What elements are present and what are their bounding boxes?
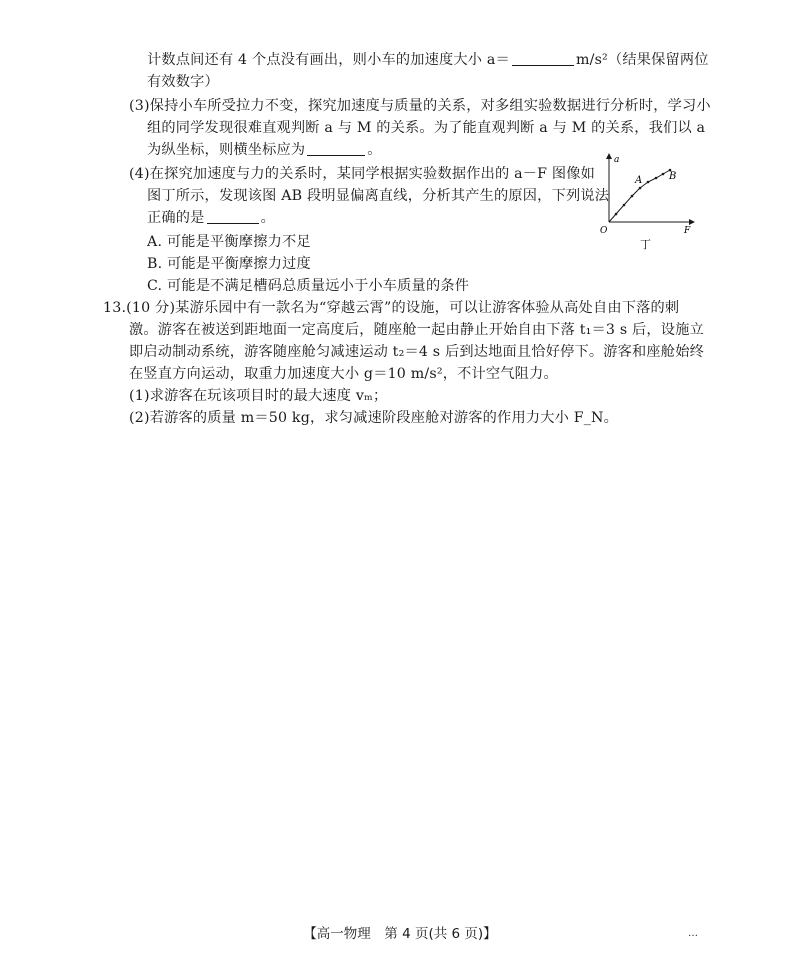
text-line: 有效数字） [147,74,219,90]
x-axis-label: F [684,226,691,236]
data-point [647,181,650,184]
question-part-4: (4)在探究加速度与力的关系时，某同学根据实验数据作出的 a－F 图像如 [129,166,596,182]
text-line: 在竖直方向运动，取重力加速度大小 g＝10 m/s²，不计空气阻力。 [129,366,558,382]
answer-blank[interactable] [512,51,574,66]
page-footer: 【高一物理 第 4 页(共 6 页)】 [303,926,497,942]
data-point [615,213,618,216]
question-13-header: 13.(10 分)某游乐园中有一款名为“穿越云霄”的设施，可以让游客体验从高处自由下落的刺 [103,300,680,316]
text-line: 为纵坐标，则横坐标应为 。 [147,142,382,158]
subquestion-2: (2)若游客的质量 m＝50 kg，求匀减速阶段座舱对游客的作用力大小 F_N。 [129,410,619,426]
data-point [655,177,658,180]
answer-blank[interactable] [207,209,259,224]
answer-blank[interactable] [307,141,365,156]
a-f-graph [600,152,700,250]
data-point [662,173,665,176]
text-line: 计数点间还有 4 个点没有画出，则小车的加速度大小 a＝ m/s²（结果保留两位 [147,52,709,68]
graph-caption: 丁 [640,238,651,250]
data-points [615,169,672,216]
text-line: 图丁所示，发现该图 AB 段明显偏离直线，分析其产生的原因，下列说法 [147,188,610,204]
subquestion-1: (1)求游客在玩该项目时的最大速度 vₘ； [129,388,388,404]
y-axis-label: a [614,155,620,165]
text-line: 组的同学发现很难直观判断 a 与 M 的关系。为了能直观判断 a 与 M 的关系，我们以 a [147,120,706,136]
point-b-label: B [669,171,677,182]
option-c: C. 可能是不满足槽码总质量远小于小车质量的条件 [147,278,470,294]
data-point [631,195,634,198]
data-point [639,187,642,190]
data-point [669,169,672,172]
corner-mark: … [688,928,698,939]
question-part-3: (3)保持小车所受拉力不变，探究加速度与质量的关系，对多组实验数据进行分析时，学习小 [129,98,711,114]
origin-label: O [600,226,608,236]
option-a: A. 可能是平衡摩擦力不足 [147,234,311,250]
text-line: 正确的是 。 [147,210,275,226]
point-a-label: A [635,175,643,186]
option-b: B. 可能是平衡摩擦力过度 [147,256,311,272]
text-line: 激。游客在被送到距地面一定高度后，随座舱一起由静止开始自由下落 t₁＝3 s 后，设施立 [129,322,704,338]
text-line: 即启动制动系统，游客随座舱匀减速运动 t₂＝4 s 后到达地面且恰好停下。游客和座舱始终 [129,344,704,360]
data-point [623,204,626,207]
